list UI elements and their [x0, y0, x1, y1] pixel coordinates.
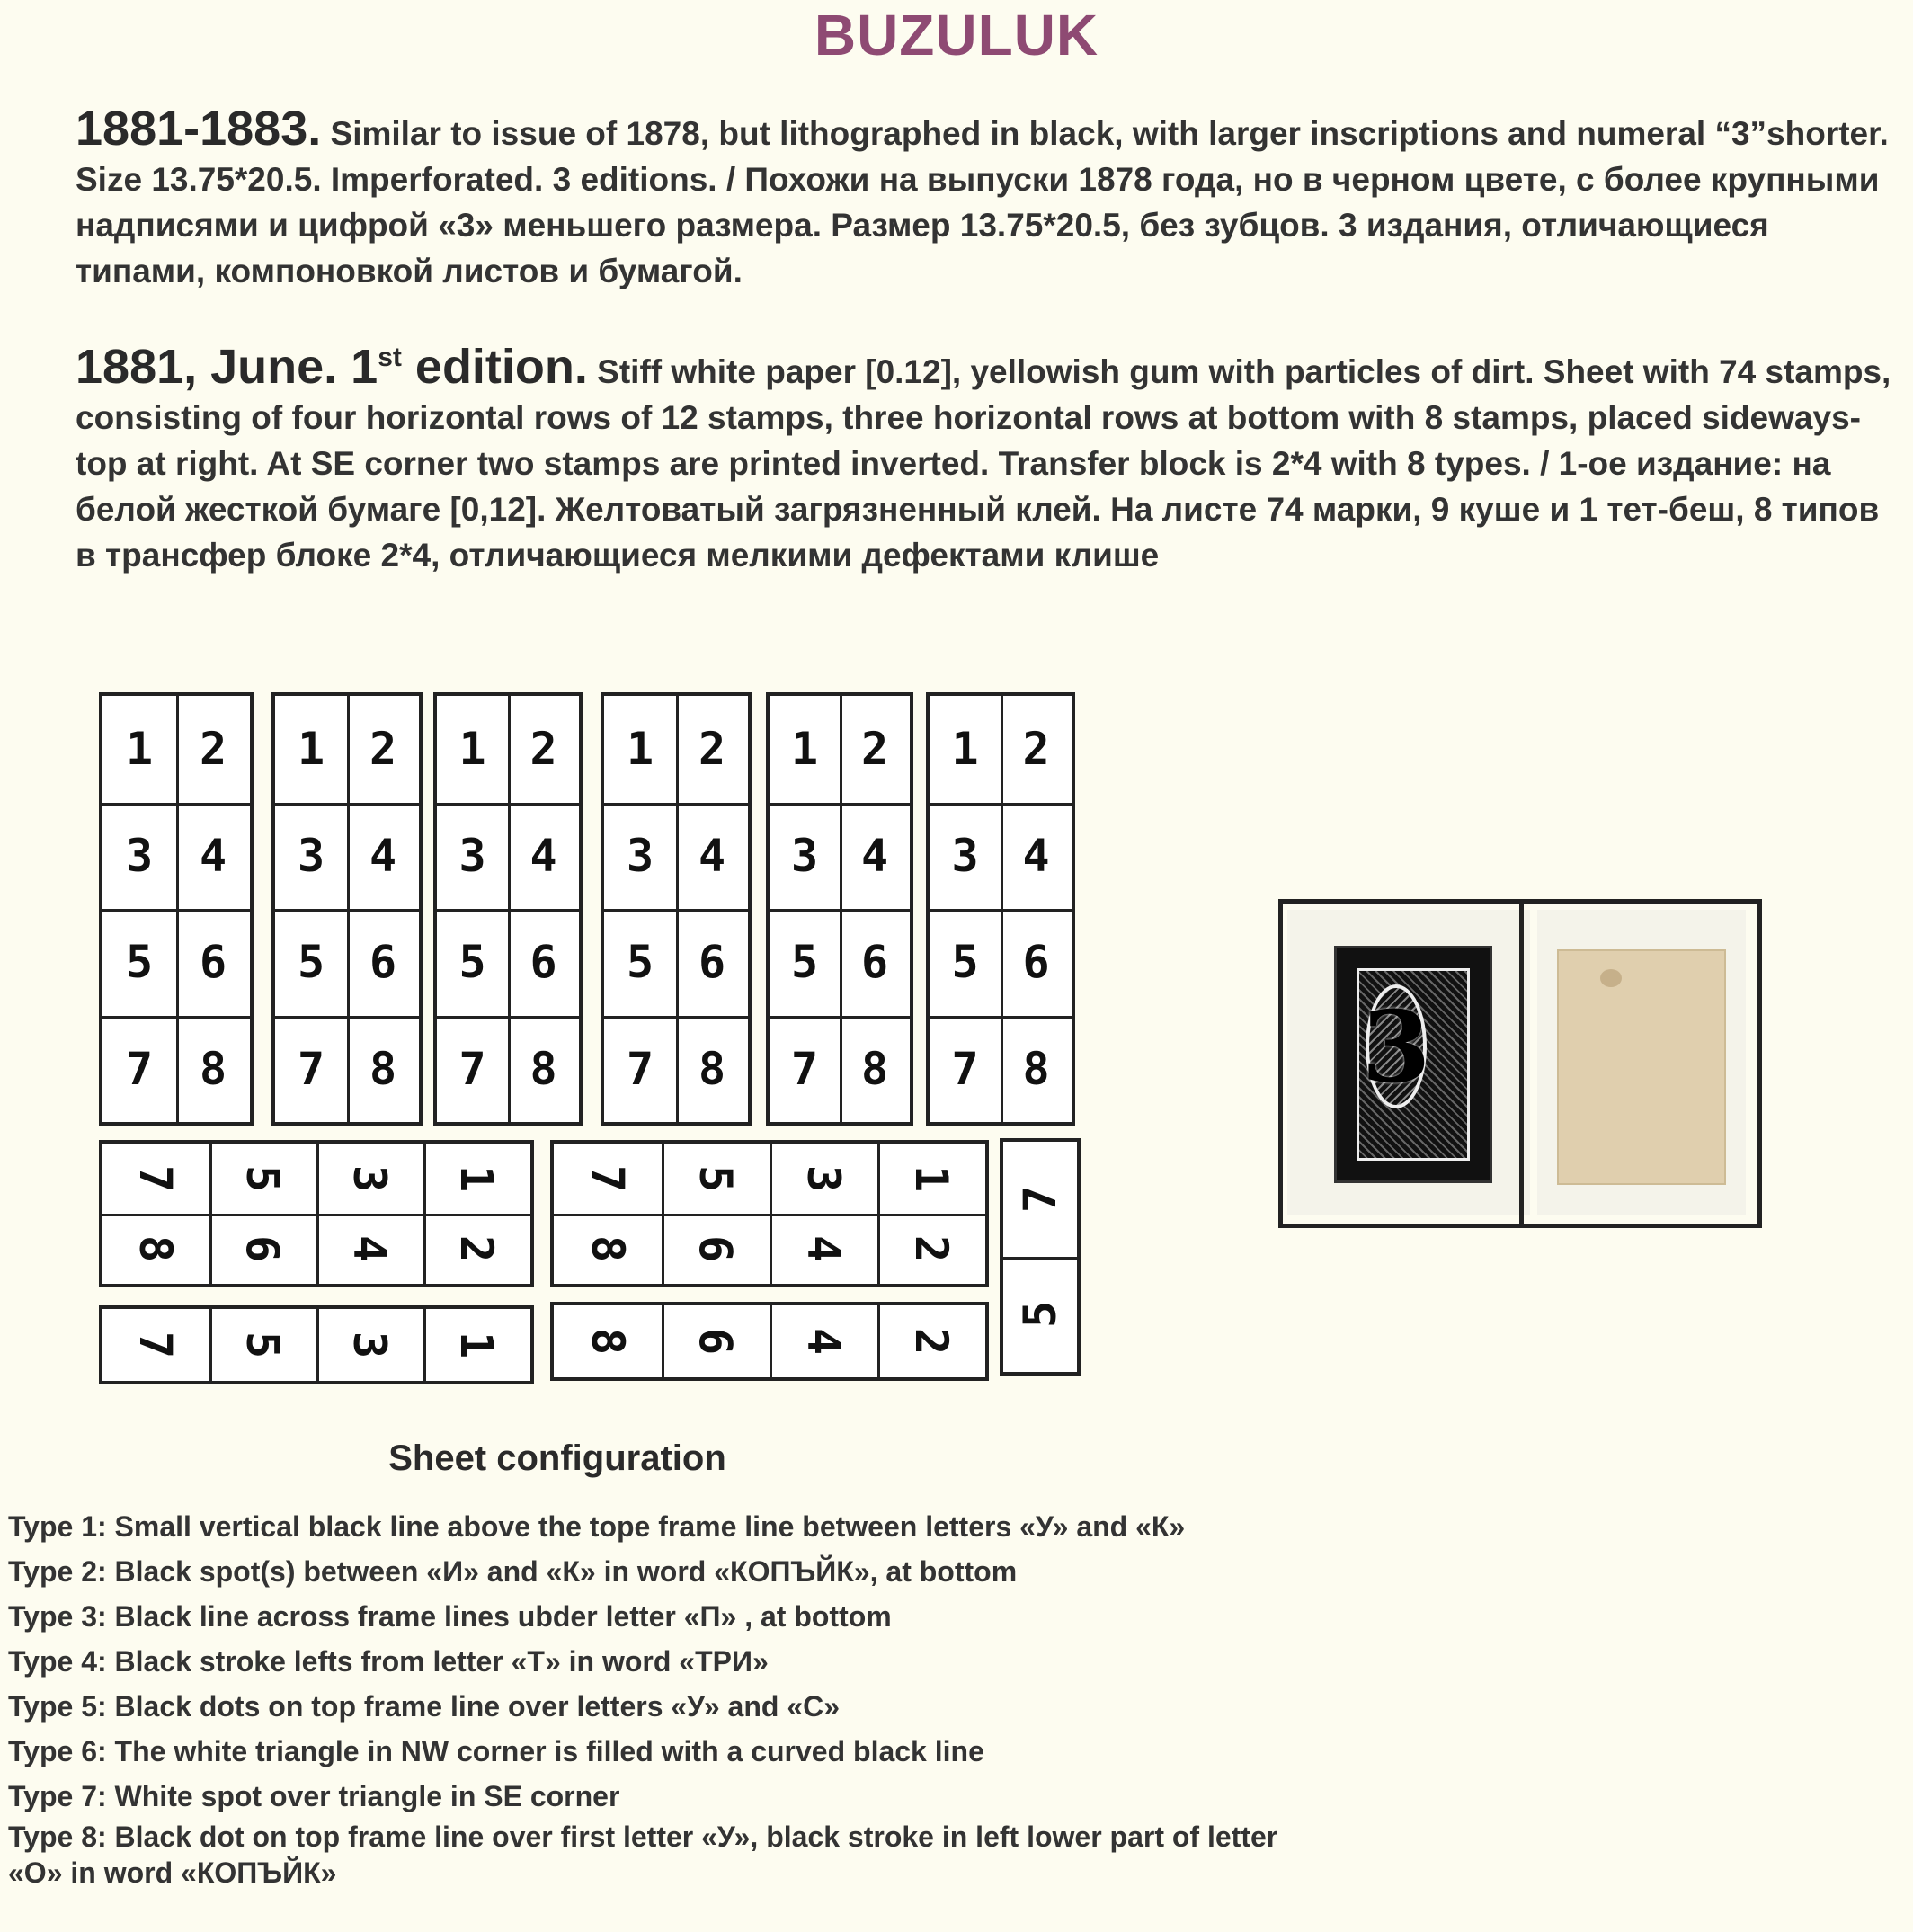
stamp-cell: 3 — [297, 829, 325, 882]
stamp-cell: 7 — [626, 1042, 654, 1095]
stamp-cell: 4 — [529, 829, 557, 882]
type-5: Type 5: Black dots on top frame line over letters «У» and «С» — [8, 1690, 841, 1723]
stamp-cell: 4 — [796, 1327, 850, 1356]
sheet-configuration-diagram — [0, 0, 1133, 1402]
stamp-cell: 7 — [951, 1042, 979, 1095]
stamp-cell: 5 — [236, 1164, 289, 1193]
stamp-oval — [1361, 984, 1431, 1108]
page-title: BUZULUK — [814, 3, 1099, 67]
stamp-cell: 6 — [689, 1327, 742, 1356]
stamp-cell: 7 — [458, 1042, 486, 1095]
mount-bottom-line — [1278, 1224, 1762, 1228]
stamp-cell: 4 — [860, 829, 889, 882]
stamp-front-image — [1334, 946, 1492, 1183]
transfer-block — [271, 692, 423, 1126]
type-descriptions — [8, 1504, 1303, 1891]
stamp-cell: 2 — [199, 723, 227, 776]
type-4: Type 4: Black stroke lefts from letter «Т» in word «ТРИ» — [8, 1645, 769, 1678]
stamp-cell: 6 — [1022, 936, 1050, 989]
stamp-cell: 8 — [129, 1234, 182, 1263]
inverted-corner — [1000, 1138, 1081, 1376]
stamp-cell: 5 — [689, 1164, 742, 1193]
stamp-cell: 5 — [1013, 1300, 1066, 1329]
stamp-cell: 1 — [626, 723, 654, 776]
stamp-cell: 1 — [450, 1164, 503, 1193]
stamp-cell: 8 — [698, 1042, 726, 1095]
type-7: Type 7: White spot over triangle in SE corner — [8, 1780, 620, 1812]
transfer-block — [766, 692, 913, 1126]
edition-heading-sup: st — [378, 343, 402, 372]
intro-text: Similar to issue of 1878, but lithographed in black, with larger inscriptions and numeral “3”shorter. Size 13.75*20.5. Imperforated. 3 editions. / Похожи на выпуски 1878 года, но в черном цвете, с более крупными надписями и цифрой «3» меньшего размера. Размер 13.75*20.5, без зубцов. 3 издания, отличающиеся типами, компоновкой листов и бумагой. — [76, 115, 1889, 289]
stamp-cell: 8 — [581, 1234, 634, 1263]
stamp-cell: 2 — [904, 1234, 957, 1263]
stamp-cell: 2 — [860, 723, 889, 776]
stamp-cell: 6 — [236, 1234, 289, 1263]
edition-heading-a: 1881, June. 1 — [76, 340, 378, 394]
stamp-cell: 1 — [951, 723, 979, 776]
mount-middle-line — [1519, 899, 1524, 1228]
stamp-cell: 7 — [297, 1042, 325, 1095]
stamp-cell: 5 — [458, 936, 486, 989]
stamp-cell: 2 — [698, 723, 726, 776]
stamp-cell: 2 — [450, 1234, 503, 1263]
stamp-numeral: 3 — [1361, 988, 1431, 1105]
stamp-cell: 4 — [1022, 829, 1050, 882]
stamp-cell: 3 — [626, 829, 654, 882]
edition-heading-b: edition. — [401, 340, 588, 394]
stamp-cell: 7 — [125, 1042, 154, 1095]
stamp-cell: 4 — [698, 829, 726, 882]
stamp-cell: 5 — [951, 936, 979, 989]
transfer-block — [601, 692, 752, 1126]
stamp-cell: 4 — [796, 1234, 850, 1263]
edition-text: Stiff white paper [0.12], yellowish gum with particles of dirt. Sheet with 74 stamps, consisting of four horizontal rows of 12 stamps, three horizontal rows at bottom with 8 stamps, placed sideways-top at right. At SE corner two stamps are printed inverted. Transfer block is 2*4 with 8 types. / 1-ое издание: на белой жесткой бумаге [0,12]. Желтоватый загрязненный клей. На листе 74 марки, 9 куше и 1 тет-беш, 8 типов в трансфер блоке 2*4, отличающиеся мелкими дефектами клише — [76, 353, 1891, 574]
stamp-cell: 7 — [129, 1331, 182, 1359]
stamp-cell: 1 — [450, 1331, 503, 1359]
stamp-cell: 8 — [1022, 1042, 1050, 1095]
type-2: Type 2: Black spot(s) between «И» and «К» in word «КОПЪЙК», at bottom — [8, 1555, 1018, 1588]
stamp-cell: 8 — [860, 1042, 889, 1095]
mount-right-line — [1757, 899, 1762, 1228]
type-3: Type 3: Black line across frame lines ubder letter «П» , at bottom — [8, 1600, 892, 1633]
stamp-cell: 4 — [199, 829, 227, 882]
stamp-cell: 7 — [790, 1042, 819, 1095]
bottom-row-left — [99, 1305, 534, 1384]
stamp-cell: 6 — [199, 936, 227, 989]
stamp-cell: 2 — [904, 1327, 957, 1356]
stamp-cell: 2 — [1022, 723, 1050, 776]
type-6: Type 6: The white triangle in NW corner is filled with a curved black line — [8, 1735, 984, 1767]
stamp-cell: 3 — [125, 829, 154, 882]
stamp-cell: 6 — [529, 936, 557, 989]
stamp-cell: 6 — [689, 1234, 742, 1263]
stamp-cell: 8 — [529, 1042, 557, 1095]
stamp-cell: 1 — [904, 1164, 957, 1193]
stamp-cell: 2 — [369, 723, 397, 776]
stamp-cell: 1 — [297, 723, 325, 776]
sheet-caption: Sheet configuration — [388, 1438, 726, 1478]
type-8: Type 8: Black dot on top frame line over first letter «У», black stroke in left lower part of letter «О» in word «КОПЪЙК» — [8, 1821, 1278, 1889]
bottom-row-right — [550, 1302, 989, 1381]
transfer-block — [99, 692, 254, 1126]
gum-spot — [1600, 969, 1622, 987]
stamp-cell: 6 — [698, 936, 726, 989]
stamp-cell: 1 — [125, 723, 154, 776]
stamp-cell: 8 — [581, 1327, 634, 1356]
stamp-cell: 1 — [458, 723, 486, 776]
stamp-cell: 3 — [343, 1164, 396, 1193]
stamp-cell: 3 — [458, 829, 486, 882]
stamp-cell: 6 — [369, 936, 397, 989]
stamp-cell: 5 — [626, 936, 654, 989]
type-1: Type 1: Small vertical black line above the tope frame line between letters «У» and «К» — [8, 1510, 1186, 1543]
transfer-block — [433, 692, 583, 1126]
transfer-block — [926, 692, 1075, 1126]
stamp-cell: 3 — [796, 1164, 850, 1193]
stamp-cell: 6 — [860, 936, 889, 989]
stamp-cell: 3 — [790, 829, 819, 882]
stamp-mount — [1278, 899, 1762, 1228]
stamp-cell: 8 — [199, 1042, 227, 1095]
stamp-cell: 7 — [129, 1164, 182, 1193]
issue-years: 1881-1883. — [76, 102, 322, 156]
mount-left-line — [1278, 899, 1283, 1228]
stamp-cell: 4 — [369, 829, 397, 882]
stamp-cell: 5 — [125, 936, 154, 989]
stamp-cell: 4 — [343, 1234, 396, 1263]
stamp-cell: 3 — [951, 829, 979, 882]
stamp-cell: 8 — [369, 1042, 397, 1095]
stamp-cell: 5 — [790, 936, 819, 989]
stamp-cell: 2 — [529, 723, 557, 776]
stamp-cell: 7 — [581, 1164, 634, 1193]
stamp-cell: 7 — [1013, 1185, 1066, 1214]
sideways-block-left — [99, 1140, 534, 1287]
stamp-cell: 3 — [343, 1331, 396, 1359]
stamp-cell: 1 — [790, 723, 819, 776]
stamp-back-image — [1557, 949, 1726, 1185]
stamp-cell: 5 — [236, 1331, 289, 1359]
stamp-cell: 5 — [297, 936, 325, 989]
sideways-block-right — [550, 1140, 989, 1287]
